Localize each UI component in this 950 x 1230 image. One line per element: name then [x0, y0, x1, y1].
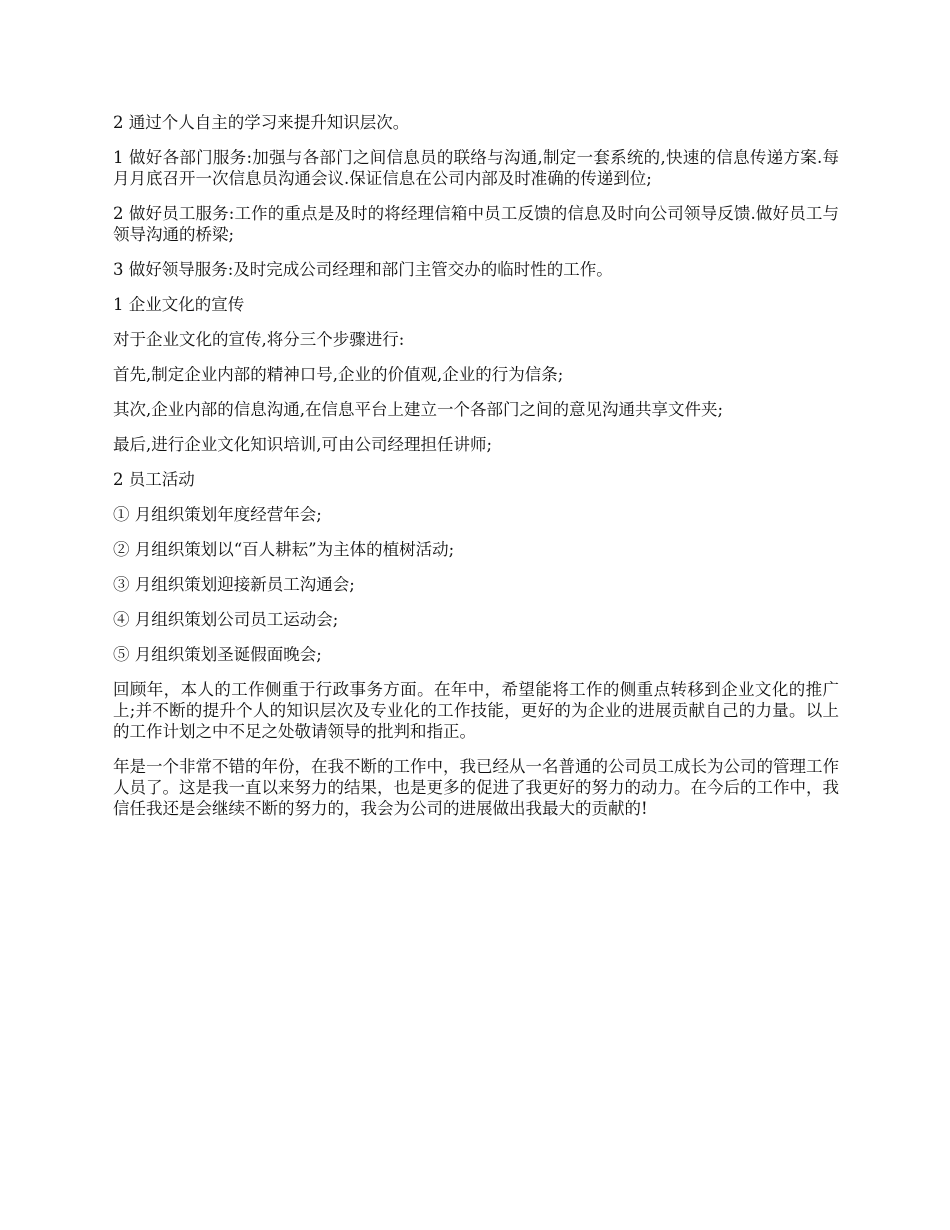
list-item-activity-3: ③ 月组织策划迎接新员工沟通会;	[113, 575, 355, 594]
paragraph-leader-service: 3 做好领导服务:及时完成公司经理和部门主管交办的临时性的工作。	[113, 260, 613, 279]
list-item-activity-4: ④ 月组织策划公司员工运动会;	[113, 610, 339, 629]
paragraph-study-goal: 2 通过个人自主的学习来提升知识层次。	[113, 113, 410, 132]
list-item-activity-2: ② 月组织策划以“百人耕耘”为主体的植树活动;	[113, 540, 455, 559]
list-item-activity-1: ① 月组织策划年度经营年会;	[113, 505, 322, 524]
paragraph-review: 回顾年，本人的工作侧重于行政事务方面。在年中，希望能将工作的侧重点转移到企业文化的推广上;并不断的提升个人的知识层次及专业化的工作技能，更好的为企业的进展贡献自己的力量。以上的工作计划之中不足之处敬请领导的批判和指正。	[113, 680, 839, 741]
list-item-activity-5: ⑤ 月组织策划圣诞假面晚会;	[113, 645, 322, 664]
paragraph-culture-step-3: 最后,进行企业文化知识培训,可由公司经理担任讲师;	[113, 435, 493, 454]
section-heading-activities: 2 员工活动	[113, 470, 195, 489]
paragraph-culture-step-1: 首先,制定企业内部的精神口号,企业的价值观,企业的行为信条;	[113, 365, 564, 384]
paragraph-employee-service: 2 做好员工服务:工作的重点是及时的将经理信箱中员工反馈的信息及时向公司领导反馈.做好员工与领导沟通的桥梁;	[113, 204, 839, 244]
document-body	[113, 112, 839, 833]
paragraph-department-service: 1 做好各部门服务:加强与各部门之间信息员的联络与沟通,制定一套系统的,快速的信息传递方案.每月月底召开一次信息员沟通会议.保证信息在公司内部及时准确的传递到位;	[113, 148, 839, 188]
paragraph-conclusion: 年是一个非常不错的年份，在我不断的工作中，我已经从一名普通的公司员工成长为公司的管理工作人员了。这是我一直以来努力的结果，也是更多的促进了我更好的努力的动力。在今后的工作中，我信任我还是会继续不断的努力的，我会为公司的进展做出我最大的贡献的!	[113, 757, 839, 818]
section-heading-culture: 1 企业文化的宣传	[113, 295, 245, 314]
paragraph-culture-intro: 对于企业文化的宣传,将分三个步骤进行:	[113, 330, 405, 349]
paragraph-culture-step-2: 其次,企业内部的信息沟通,在信息平台上建立一个各部门之间的意见沟通共享文件夹;	[113, 400, 724, 419]
